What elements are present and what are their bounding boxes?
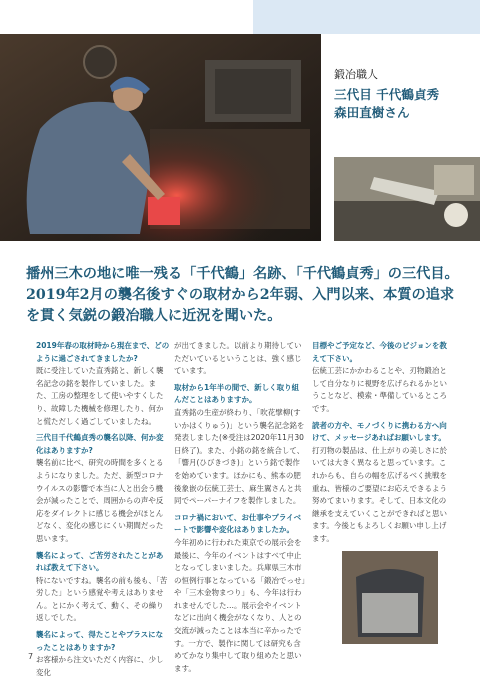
question-text: 襲名によって、得たことやプラスになったことはありますか?: [36, 630, 164, 652]
answer-text: 直秀銘の生産が終わり、「吹花擘柳(すいかはくりゅう)」という襲名記念銘を発表しました(※受注は2020年11月30日終了)。また、小銘の銘を統合して、「響月(ひびきづき)」という銘で製作を始めています。ほかにも、熊本の肥後象嵌の伝統工芸士、麻生翼さんと共同でペーパーナイフを製作しました。: [174, 407, 305, 506]
question-text: 目標やご予定など、今後のビジョンを教えて下さい。: [312, 341, 447, 363]
answer-text: 今年初めに行われた東京での展示会を最後に、今年のイベントはすべて中止となってしまいました。兵庫県三木市の恒例行事となっている「鍛冶でっせ」や「三木金物まつり」も、今年は行われませんでした…。展示会やイベントなどに出向く機会がなくなり、人との交流が減ったことは本当に辛かったです。一方で、製作に関しては研究も含めてかなり集中して取り組めたと思います。: [174, 537, 306, 673]
page-number: 7: [28, 652, 34, 661]
answer-text: お客様から注文いただく内容に、少し変化: [36, 655, 164, 677]
answer-text: 既に受注していた直秀銘と、新しく襲名記念の銘を製作していました。また、工房の整理をして使いやすくしたり、故障した機械を修理したり、何かと慌ただしく過ごしていましたね。: [36, 366, 164, 426]
question-text: 取材から1年半の間で、新しく取り組んだことはありますか。: [174, 382, 300, 405]
blacksmith-photo: [0, 34, 321, 241]
question-text: コロナ禍において、お仕事やプライベートで影響や変化はありましたか。: [174, 512, 302, 535]
knife-product-photo: [342, 551, 438, 644]
answer-text: 襲名前に比べ、研究の時間を多くとるようになりました。ただ、新型コロナウイルスの影響で本当に人と出会う機会が減ったことで、周囲からの声や反応をダイレクトに感じる機会がほとんどなく、変化の感じにくい期間だった思います。: [36, 458, 164, 543]
interview-column-3: [312, 340, 448, 546]
question-text: 三代目千代鶴貞秀の襲名以降、何か変化はありますか?: [36, 433, 164, 455]
lead-paragraph: 播州三木の地に唯一残る「千代鶴」名跡、「千代鶴貞秀」の三代目。2019年2月の襲名後すぐの取材から2年弱、入門以来、本質の追求を貫く気鋭の鍛冶職人に近況を聞いた。: [26, 266, 459, 324]
answer-text: 伝統工芸にかかわることや、刃物鍛冶として自分なりに視野を広げられるかということなど、模索・準備しているところです。: [312, 366, 447, 413]
top-color-band: [253, 0, 480, 34]
interview-column-1: [36, 340, 170, 679]
answer-text: が出てきました。以前より期待していただいているということは、強く感じています。: [174, 341, 302, 376]
craftsman-title-block: [334, 66, 480, 122]
craftsman-name-line1: 三代目 千代鶴貞秀: [334, 87, 440, 102]
answer-text: 打刃物の製品は、仕上がりの美しさに於いては大きく異なると思っています。これからも、自らの幅を広げるべく挑戦を重ね、皆様のご要望にお応えできるよう努めてまいります。そして、日本文化の継承を支えていくことができればと思います。今後ともよろしくお願い申し上げます。: [312, 445, 447, 543]
question-text: 読者の方や、モノづくりに携わる方へ向けて、メッセージあればお願いします。: [312, 420, 447, 443]
question-text: 2019年春の取材時から現在まで、どのように過ごされてきましたか?: [36, 341, 170, 363]
interview-column-2: [174, 340, 306, 675]
craftsman-name-line2: 森田直樹さん: [334, 105, 410, 120]
craftsman-role: 鍛冶職人: [334, 68, 378, 81]
answer-text: 特にないですね。襲名の前も後も、「苦労した」という感覚や考えはありません。とにかく考えて、動く、その繰り返しでした。: [36, 575, 168, 623]
question-text: 襲名によって、ご苦労されたことがあれば教えて下さい。: [36, 550, 164, 573]
forging-closeup-photo: [334, 157, 480, 241]
